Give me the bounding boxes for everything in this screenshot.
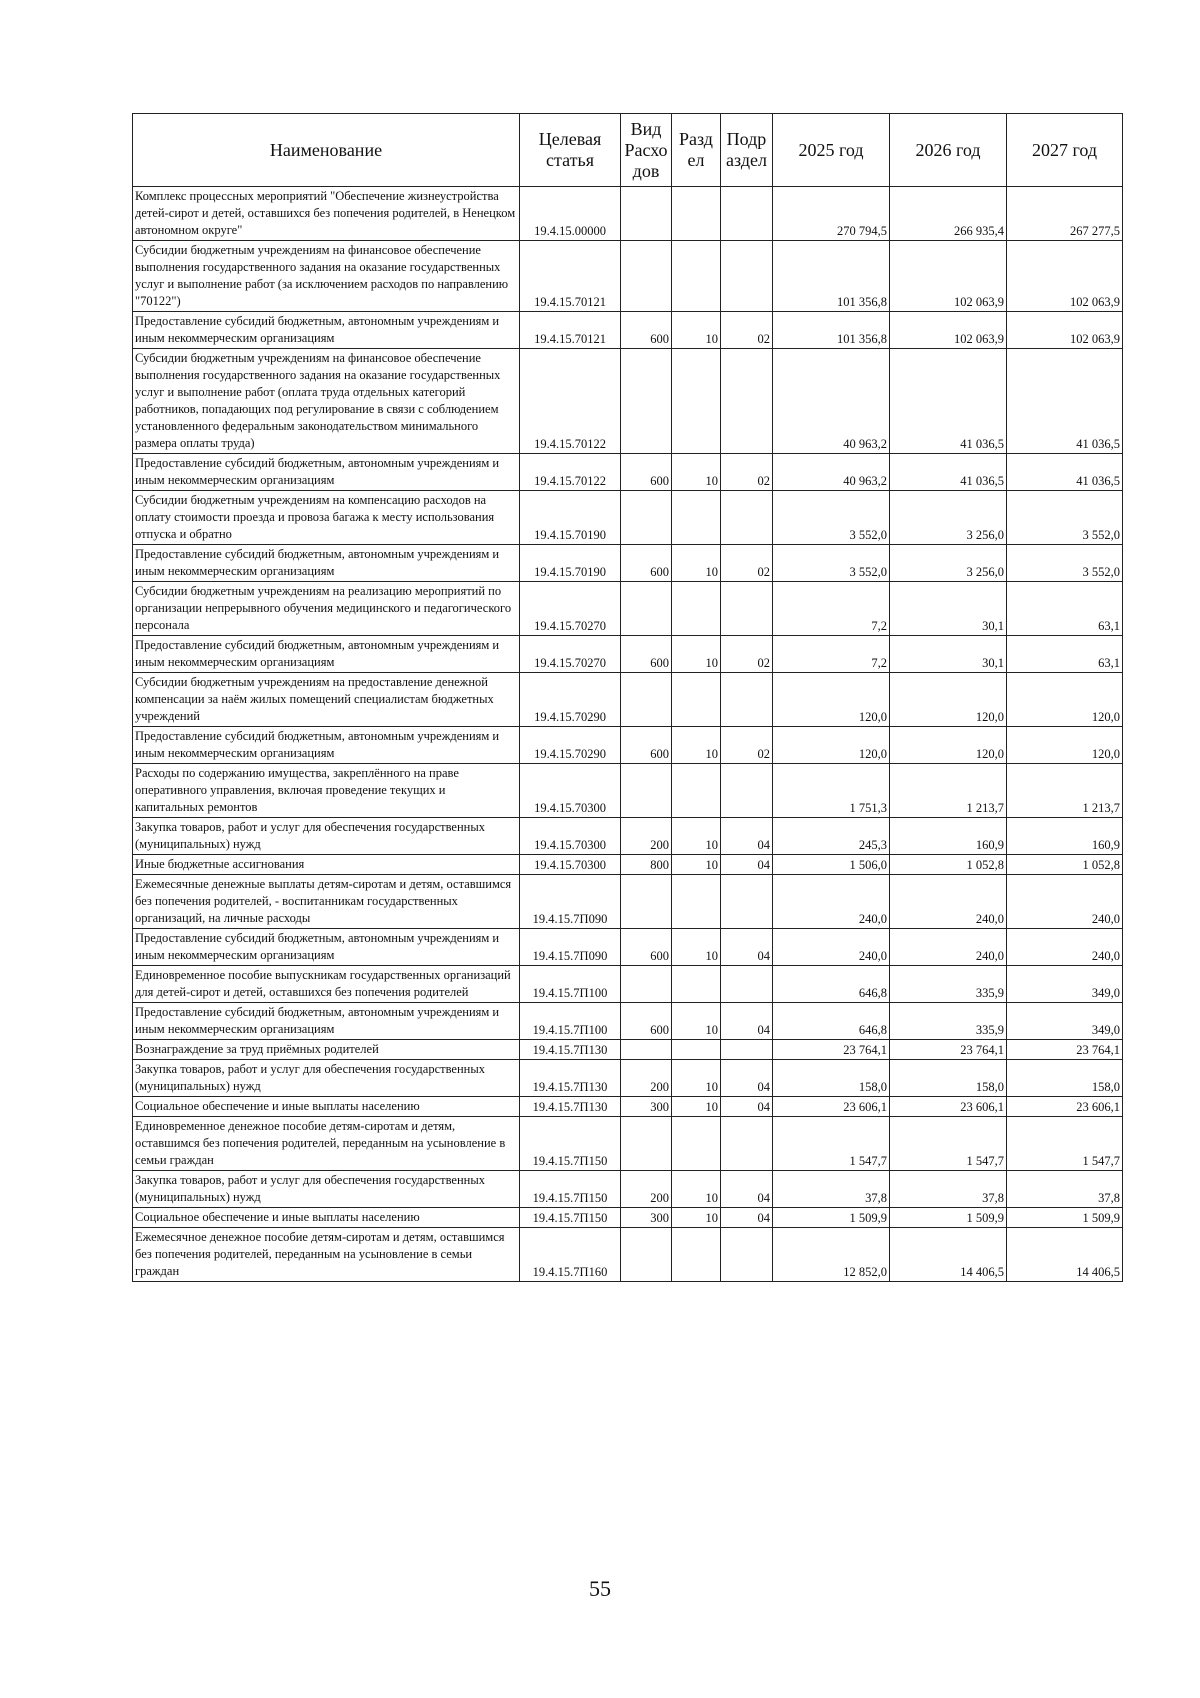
cell-2026: 335,9 bbox=[890, 1003, 1007, 1040]
header-section: Разд ел bbox=[672, 114, 721, 187]
cell-target-article: 19.4.15.00000 bbox=[520, 187, 621, 241]
cell-section: 10 bbox=[672, 1208, 721, 1228]
cell-subsection: 04 bbox=[721, 1171, 773, 1208]
table-row bbox=[133, 349, 1123, 454]
cell-expense-type: 800 bbox=[621, 855, 672, 875]
cell-name: Предоставление субсидий бюджетным, автономным учреждениям и иным некоммерческим организациям bbox=[133, 636, 520, 673]
cell-2025: 23 606,1 bbox=[773, 1097, 890, 1117]
cell-2026: 240,0 bbox=[890, 875, 1007, 929]
cell-target-article: 19.4.15.7П160 bbox=[520, 1228, 621, 1282]
table-row bbox=[133, 727, 1123, 764]
cell-2025: 7,2 bbox=[773, 636, 890, 673]
cell-2025: 240,0 bbox=[773, 929, 890, 966]
cell-2026: 3 256,0 bbox=[890, 491, 1007, 545]
cell-section bbox=[672, 764, 721, 818]
cell-2025: 646,8 bbox=[773, 1003, 890, 1040]
cell-section bbox=[672, 1040, 721, 1060]
cell-target-article: 19.4.15.7П150 bbox=[520, 1208, 621, 1228]
cell-section bbox=[672, 966, 721, 1003]
cell-2026: 23 606,1 bbox=[890, 1097, 1007, 1117]
cell-target-article: 19.4.15.70270 bbox=[520, 582, 621, 636]
cell-2025: 1 751,3 bbox=[773, 764, 890, 818]
cell-section bbox=[672, 875, 721, 929]
header-expense-type: Вид Расхо дов bbox=[621, 114, 672, 187]
cell-expense-type bbox=[621, 673, 672, 727]
cell-2025: 240,0 bbox=[773, 875, 890, 929]
cell-target-article: 19.4.15.70300 bbox=[520, 818, 621, 855]
cell-2026: 23 764,1 bbox=[890, 1040, 1007, 1060]
cell-2026: 1 509,9 bbox=[890, 1208, 1007, 1228]
cell-section bbox=[672, 1117, 721, 1171]
cell-subsection bbox=[721, 673, 773, 727]
cell-2027: 102 063,9 bbox=[1007, 241, 1123, 312]
cell-name: Предоставление субсидий бюджетным, автономным учреждениям и иным некоммерческим организациям bbox=[133, 312, 520, 349]
table-row bbox=[133, 929, 1123, 966]
cell-expense-type: 600 bbox=[621, 636, 672, 673]
cell-subsection bbox=[721, 1228, 773, 1282]
table-row bbox=[133, 855, 1123, 875]
cell-name: Субсидии бюджетным учреждениям на компенсацию расходов на оплату стоимости проезда и провоза багажа к месту использования отпуска и обратно bbox=[133, 491, 520, 545]
cell-2027: 120,0 bbox=[1007, 673, 1123, 727]
table-row bbox=[133, 582, 1123, 636]
cell-subsection: 02 bbox=[721, 545, 773, 582]
cell-name: Субсидии бюджетным учреждениям на финансовое обеспечение выполнения государственного задания на оказание государственных услуг и выполнение работ (за исключением расходов по направлению "70122") bbox=[133, 241, 520, 312]
cell-target-article: 19.4.15.70300 bbox=[520, 855, 621, 875]
cell-2025: 158,0 bbox=[773, 1060, 890, 1097]
cell-expense-type: 600 bbox=[621, 929, 672, 966]
cell-2025: 3 552,0 bbox=[773, 491, 890, 545]
page-number: 55 bbox=[589, 1576, 611, 1601]
cell-2027: 37,8 bbox=[1007, 1171, 1123, 1208]
cell-name: Социальное обеспечение и иные выплаты населению bbox=[133, 1097, 520, 1117]
table-row bbox=[133, 1117, 1123, 1171]
cell-section bbox=[672, 241, 721, 312]
cell-2025: 101 356,8 bbox=[773, 241, 890, 312]
cell-subsection: 02 bbox=[721, 454, 773, 491]
cell-2025: 270 794,5 bbox=[773, 187, 890, 241]
cell-expense-type bbox=[621, 1117, 672, 1171]
cell-2026: 30,1 bbox=[890, 582, 1007, 636]
cell-subsection bbox=[721, 1117, 773, 1171]
cell-expense-type: 600 bbox=[621, 727, 672, 764]
cell-2027: 63,1 bbox=[1007, 636, 1123, 673]
table-row bbox=[133, 636, 1123, 673]
cell-name: Иные бюджетные ассигнования bbox=[133, 855, 520, 875]
cell-2025: 120,0 bbox=[773, 673, 890, 727]
cell-section: 10 bbox=[672, 1171, 721, 1208]
cell-2027: 14 406,5 bbox=[1007, 1228, 1123, 1282]
cell-2026: 240,0 bbox=[890, 929, 1007, 966]
cell-2027: 1 213,7 bbox=[1007, 764, 1123, 818]
table-row bbox=[133, 764, 1123, 818]
header-name: Наименование bbox=[133, 114, 520, 187]
table-row bbox=[133, 966, 1123, 1003]
cell-2025: 1 547,7 bbox=[773, 1117, 890, 1171]
cell-2026: 120,0 bbox=[890, 727, 1007, 764]
cell-name: Субсидии бюджетным учреждениям на реализацию мероприятий по организации непрерывного обучения медицинского и педагогического персонала bbox=[133, 582, 520, 636]
cell-2026: 1 052,8 bbox=[890, 855, 1007, 875]
header-year-2027: 2027 год bbox=[1007, 114, 1123, 187]
cell-section bbox=[672, 582, 721, 636]
cell-subsection bbox=[721, 966, 773, 1003]
cell-section bbox=[672, 1228, 721, 1282]
cell-expense-type: 600 bbox=[621, 1003, 672, 1040]
table-row bbox=[133, 1097, 1123, 1117]
cell-2026: 335,9 bbox=[890, 966, 1007, 1003]
cell-2025: 245,3 bbox=[773, 818, 890, 855]
table-row bbox=[133, 312, 1123, 349]
cell-target-article: 19.4.15.7П100 bbox=[520, 1003, 621, 1040]
cell-section: 10 bbox=[672, 312, 721, 349]
cell-target-article: 19.4.15.70290 bbox=[520, 673, 621, 727]
cell-name: Закупка товаров, работ и услуг для обеспечения государственных (муниципальных) нужд bbox=[133, 818, 520, 855]
cell-name: Единовременное пособие выпускникам государственных организаций для детей-сирот и детей, оставшихся без попечения родителей bbox=[133, 966, 520, 1003]
cell-2027: 63,1 bbox=[1007, 582, 1123, 636]
cell-expense-type bbox=[621, 187, 672, 241]
cell-target-article: 19.4.15.7П150 bbox=[520, 1117, 621, 1171]
cell-target-article: 19.4.15.70121 bbox=[520, 241, 621, 312]
cell-target-article: 19.4.15.70270 bbox=[520, 636, 621, 673]
cell-expense-type: 300 bbox=[621, 1208, 672, 1228]
cell-target-article: 19.4.15.7П150 bbox=[520, 1171, 621, 1208]
cell-2025: 1 509,9 bbox=[773, 1208, 890, 1228]
cell-target-article: 19.4.15.7П100 bbox=[520, 966, 621, 1003]
cell-subsection bbox=[721, 241, 773, 312]
cell-expense-type: 200 bbox=[621, 1171, 672, 1208]
cell-section: 10 bbox=[672, 929, 721, 966]
cell-2026: 37,8 bbox=[890, 1171, 1007, 1208]
cell-2027: 240,0 bbox=[1007, 929, 1123, 966]
cell-2027: 160,9 bbox=[1007, 818, 1123, 855]
cell-2027: 120,0 bbox=[1007, 727, 1123, 764]
cell-2027: 1 547,7 bbox=[1007, 1117, 1123, 1171]
cell-target-article: 19.4.15.7П130 bbox=[520, 1097, 621, 1117]
table-row bbox=[133, 545, 1123, 582]
cell-2027: 267 277,5 bbox=[1007, 187, 1123, 241]
cell-subsection: 04 bbox=[721, 929, 773, 966]
cell-subsection: 02 bbox=[721, 636, 773, 673]
cell-2026: 41 036,5 bbox=[890, 454, 1007, 491]
table-row bbox=[133, 875, 1123, 929]
table-header-row bbox=[133, 114, 1123, 187]
cell-expense-type bbox=[621, 491, 672, 545]
cell-section bbox=[672, 491, 721, 545]
cell-2026: 158,0 bbox=[890, 1060, 1007, 1097]
cell-2026: 14 406,5 bbox=[890, 1228, 1007, 1282]
cell-subsection bbox=[721, 491, 773, 545]
cell-2027: 23 764,1 bbox=[1007, 1040, 1123, 1060]
table-row bbox=[133, 1171, 1123, 1208]
cell-expense-type bbox=[621, 1040, 672, 1060]
table-row bbox=[133, 454, 1123, 491]
cell-section: 10 bbox=[672, 855, 721, 875]
header-article: Целевая статья bbox=[520, 114, 621, 187]
cell-expense-type bbox=[621, 582, 672, 636]
cell-target-article: 19.4.15.7П090 bbox=[520, 875, 621, 929]
cell-subsection bbox=[721, 764, 773, 818]
cell-section: 10 bbox=[672, 1060, 721, 1097]
cell-name: Вознаграждение за труд приёмных родителей bbox=[133, 1040, 520, 1060]
cell-expense-type bbox=[621, 875, 672, 929]
table-row bbox=[133, 1060, 1123, 1097]
budget-table bbox=[132, 113, 1123, 1282]
cell-subsection: 02 bbox=[721, 312, 773, 349]
cell-expense-type: 600 bbox=[621, 312, 672, 349]
cell-expense-type: 200 bbox=[621, 818, 672, 855]
cell-subsection bbox=[721, 187, 773, 241]
cell-name: Социальное обеспечение и иные выплаты населению bbox=[133, 1208, 520, 1228]
cell-2025: 37,8 bbox=[773, 1171, 890, 1208]
cell-target-article: 19.4.15.70190 bbox=[520, 491, 621, 545]
cell-name: Предоставление субсидий бюджетным, автономным учреждениям и иным некоммерческим организациям bbox=[133, 545, 520, 582]
cell-2027: 349,0 bbox=[1007, 1003, 1123, 1040]
cell-section bbox=[672, 187, 721, 241]
cell-subsection: 04 bbox=[721, 818, 773, 855]
cell-expense-type: 200 bbox=[621, 1060, 672, 1097]
cell-target-article: 19.4.15.70122 bbox=[520, 349, 621, 454]
cell-2025: 1 506,0 bbox=[773, 855, 890, 875]
cell-2025: 7,2 bbox=[773, 582, 890, 636]
cell-2026: 3 256,0 bbox=[890, 545, 1007, 582]
cell-2025: 23 764,1 bbox=[773, 1040, 890, 1060]
cell-target-article: 19.4.15.70122 bbox=[520, 454, 621, 491]
cell-subsection: 04 bbox=[721, 1060, 773, 1097]
cell-expense-type bbox=[621, 966, 672, 1003]
cell-section: 10 bbox=[672, 1097, 721, 1117]
cell-2025: 12 852,0 bbox=[773, 1228, 890, 1282]
cell-target-article: 19.4.15.70190 bbox=[520, 545, 621, 582]
cell-subsection: 04 bbox=[721, 1097, 773, 1117]
cell-section bbox=[672, 349, 721, 454]
cell-name: Ежемесячные денежные выплаты детям-сиротам и детям, оставшимся без попечения родителей, - воспитанникам государственных организаций, на личные расходы bbox=[133, 875, 520, 929]
cell-2027: 41 036,5 bbox=[1007, 349, 1123, 454]
cell-2026: 1 547,7 bbox=[890, 1117, 1007, 1171]
cell-name: Субсидии бюджетным учреждениям на финансовое обеспечение выполнения государственного задания на оказание государственных услуг и выполнение работ (оплата труда отдельных категорий работников, попадающих под регулирование в связи с соблюдением установленного федеральным законодательством минимального размера оплаты труда) bbox=[133, 349, 520, 454]
cell-subsection: 02 bbox=[721, 727, 773, 764]
header-year-2026: 2026 год bbox=[890, 114, 1007, 187]
cell-2025: 646,8 bbox=[773, 966, 890, 1003]
cell-expense-type: 600 bbox=[621, 454, 672, 491]
cell-2025: 120,0 bbox=[773, 727, 890, 764]
table-row bbox=[133, 1003, 1123, 1040]
cell-subsection bbox=[721, 582, 773, 636]
cell-name: Расходы по содержанию имущества, закреплённого на праве оперативного управления, включая проведение текущих и капитальных ремонтов bbox=[133, 764, 520, 818]
cell-target-article: 19.4.15.7П130 bbox=[520, 1060, 621, 1097]
cell-2026: 266 935,4 bbox=[890, 187, 1007, 241]
cell-section: 10 bbox=[672, 454, 721, 491]
cell-expense-type bbox=[621, 349, 672, 454]
cell-name: Единовременное денежное пособие детям-сиротам и детям, оставшимся без попечения родителей, переданным на усыновление в семьи граждан bbox=[133, 1117, 520, 1171]
cell-section: 10 bbox=[672, 545, 721, 582]
cell-name: Предоставление субсидий бюджетным, автономным учреждениям и иным некоммерческим организациям bbox=[133, 454, 520, 491]
cell-name: Предоставление субсидий бюджетным, автономным учреждениям и иным некоммерческим организациям bbox=[133, 929, 520, 966]
cell-name: Закупка товаров, работ и услуг для обеспечения государственных (муниципальных) нужд bbox=[133, 1171, 520, 1208]
table-row bbox=[133, 491, 1123, 545]
cell-2027: 102 063,9 bbox=[1007, 312, 1123, 349]
cell-expense-type: 600 bbox=[621, 545, 672, 582]
cell-section: 10 bbox=[672, 636, 721, 673]
cell-expense-type bbox=[621, 764, 672, 818]
table-row bbox=[133, 1040, 1123, 1060]
cell-subsection bbox=[721, 875, 773, 929]
cell-2027: 240,0 bbox=[1007, 875, 1123, 929]
cell-target-article: 19.4.15.70300 bbox=[520, 764, 621, 818]
cell-expense-type bbox=[621, 241, 672, 312]
cell-name: Ежемесячное денежное пособие детям-сиротам и детям, оставшимся без попечения родителей, переданным на усыновление в семьи граждан bbox=[133, 1228, 520, 1282]
cell-2027: 349,0 bbox=[1007, 966, 1123, 1003]
cell-2026: 160,9 bbox=[890, 818, 1007, 855]
cell-2026: 102 063,9 bbox=[890, 312, 1007, 349]
cell-2027: 158,0 bbox=[1007, 1060, 1123, 1097]
cell-section bbox=[672, 673, 721, 727]
cell-target-article: 19.4.15.70290 bbox=[520, 727, 621, 764]
cell-2025: 40 963,2 bbox=[773, 454, 890, 491]
cell-target-article: 19.4.15.70121 bbox=[520, 312, 621, 349]
table-body bbox=[133, 187, 1123, 1282]
cell-target-article: 19.4.15.7П130 bbox=[520, 1040, 621, 1060]
cell-2027: 3 552,0 bbox=[1007, 545, 1123, 582]
cell-subsection bbox=[721, 349, 773, 454]
table-row bbox=[133, 1208, 1123, 1228]
cell-2027: 1 509,9 bbox=[1007, 1208, 1123, 1228]
table-row bbox=[133, 1228, 1123, 1282]
cell-subsection: 04 bbox=[721, 855, 773, 875]
cell-expense-type bbox=[621, 1228, 672, 1282]
cell-2025: 3 552,0 bbox=[773, 545, 890, 582]
header-year-2025: 2025 год bbox=[773, 114, 890, 187]
table-row bbox=[133, 673, 1123, 727]
table-row bbox=[133, 818, 1123, 855]
cell-2027: 3 552,0 bbox=[1007, 491, 1123, 545]
cell-2026: 1 213,7 bbox=[890, 764, 1007, 818]
cell-2025: 101 356,8 bbox=[773, 312, 890, 349]
cell-2027: 41 036,5 bbox=[1007, 454, 1123, 491]
cell-2026: 120,0 bbox=[890, 673, 1007, 727]
cell-name: Предоставление субсидий бюджетным, автономным учреждениям и иным некоммерческим организациям bbox=[133, 1003, 520, 1040]
cell-subsection: 04 bbox=[721, 1208, 773, 1228]
cell-2027: 23 606,1 bbox=[1007, 1097, 1123, 1117]
cell-section: 10 bbox=[672, 818, 721, 855]
header-subsection: Подр аздел bbox=[721, 114, 773, 187]
cell-2026: 30,1 bbox=[890, 636, 1007, 673]
cell-section: 10 bbox=[672, 1003, 721, 1040]
cell-subsection bbox=[721, 1040, 773, 1060]
table-row bbox=[133, 187, 1123, 241]
cell-subsection: 04 bbox=[721, 1003, 773, 1040]
cell-name: Предоставление субсидий бюджетным, автономным учреждениям и иным некоммерческим организациям bbox=[133, 727, 520, 764]
cell-name: Субсидии бюджетным учреждениям на предоставление денежной компенсации за наём жилых помещений специалистам бюджетных учреждений bbox=[133, 673, 520, 727]
cell-target-article: 19.4.15.7П090 bbox=[520, 929, 621, 966]
cell-2026: 102 063,9 bbox=[890, 241, 1007, 312]
cell-name: Комплекс процессных мероприятий "Обеспечение жизнеустройства детей-сирот и детей, оставшихся без попечения родителей, в Ненецком автономном округе" bbox=[133, 187, 520, 241]
cell-2027: 1 052,8 bbox=[1007, 855, 1123, 875]
cell-name: Закупка товаров, работ и услуг для обеспечения государственных (муниципальных) нужд bbox=[133, 1060, 520, 1097]
table-row bbox=[133, 241, 1123, 312]
cell-section: 10 bbox=[672, 727, 721, 764]
cell-2025: 40 963,2 bbox=[773, 349, 890, 454]
cell-2026: 41 036,5 bbox=[890, 349, 1007, 454]
cell-expense-type: 300 bbox=[621, 1097, 672, 1117]
